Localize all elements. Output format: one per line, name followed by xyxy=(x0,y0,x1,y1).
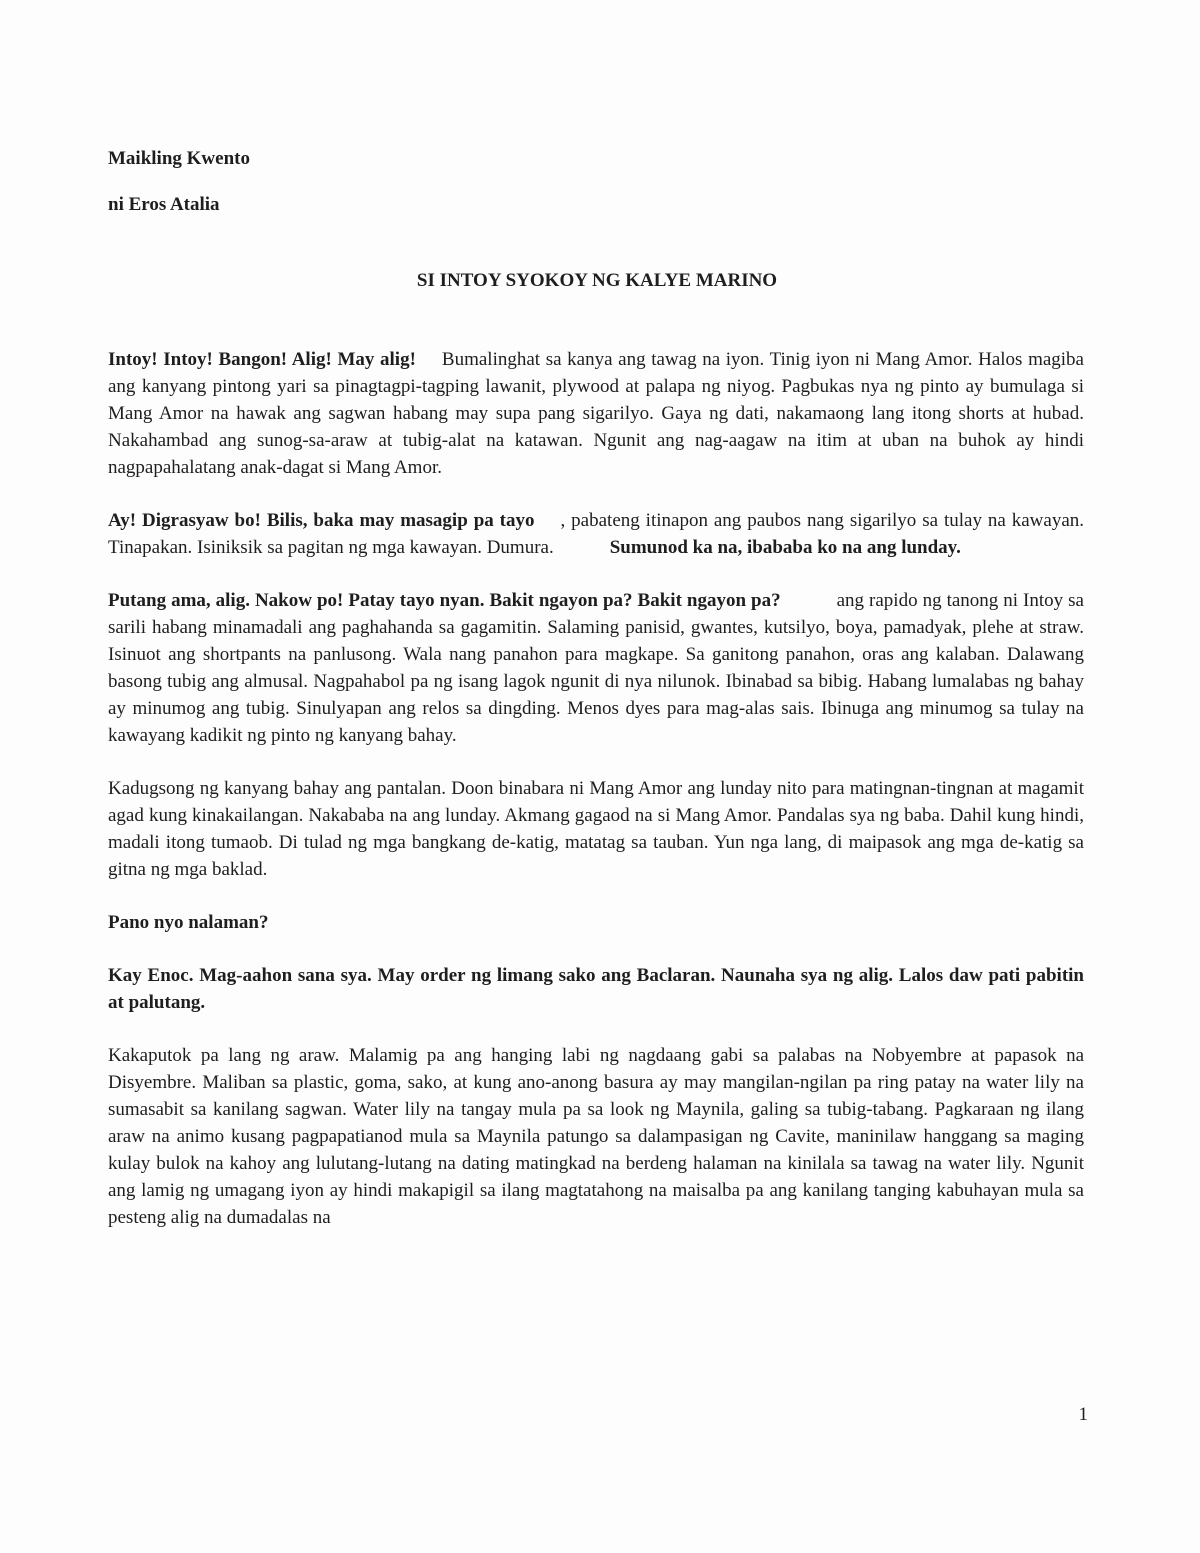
paragraph-4: Kadugsong ng kanyang bahay ang pantalan. Doon binabara ni Mang Amor ang lunday nito para matingnan-tingnan at magamit agad kung kinakailangan. Nakababa na ang lunday. Akmang gagaod na si Mang Amor. Pandalas sya ng baba. Dahil kung hindi, madali itong tumaob. Di tulad ng mga bangkang de-katig, matatag sa tauban. Yun nga lang, di maipasok ang mga de-katig sa gitna ng mga baklad. xyxy=(108,778,1084,880)
paragraph-5 xyxy=(108,909,1084,936)
paragraph-7: Kakaputok pa lang ng araw. Malamig pa ang hanging labi ng nagdaang gabi sa palabas na Nobyembre at papasok na Disyembre. Maliban sa plastic, goma, sako, at kung ano-anong basura ay may mangilan-ngilan pa ring patay na water lily na sumasabit sa kanilang sagwan. Water lily na tangay mula pa sa look ng Maynila, galing sa tubig-tabang. Pagkaraan ng ilang araw na animo kusang pagpapatianod mula sa Maynila patungo sa dalampasigan ng Cavite, maninilaw hanggang sa maging kulay bulok na kahoy ang lulutang-lutang na dating matingkad na berdeng halaman na kinilala sa tawag na water lily. Ngunit ang lamig ng umagang iyon ay hindi makapigil sa ilang magtatahong na maisalba pa ang kanilang tanging kabuhayan mula sa pesteng alig na dumadalas na xyxy=(108,1045,1084,1228)
paragraph-1 xyxy=(108,346,1084,481)
paragraph-3 xyxy=(108,587,1084,749)
story-title: SI INTOY SYOKOY NG KALYE MARINO xyxy=(416,270,778,291)
document-body xyxy=(108,146,1084,1257)
paragraph-6-dialogue: Kay Enoc. Mag-aahon sana sya. May order ng limang sako ang Baclaran. Naunaha sya ng alig. Lalos daw pati pabitin at palutang. xyxy=(108,965,1084,1013)
document-type: Maikling Kwento xyxy=(108,148,250,169)
paragraph-5-dialogue: Pano nyo nalaman? xyxy=(108,912,269,933)
paragraph-1-text: Bumalinghat sa kanya ang tawag na iyon. Tinig iyon ni Mang Amor. Halos magiba ang kanyang pintong yari sa pinagtagpi-tagping lawanit, plywood at palapa ng niyog. Pagbukas nya ng pinto ay bumulaga si Mang Amor na hawak ang sagwan habang may supa pang sigarilyo. Gaya ng dati, nakamaong lang itong shorts at hubad. Nakahambad ang sunog-sa-araw at tubig-alat na katawan. Ngunit ang nag-aagaw na itim at uban na buhok ay hindi nagpapahalatang anak-dagat si Mang Amor. xyxy=(108,349,1084,478)
paragraph-2-dialogue-end: Sumunod ka na, ibababa ko na ang lunday. xyxy=(609,537,961,558)
paragraph-2-text: , pabateng itinapon ang paubos nang sigarilyo sa tulay na kawayan. Tinapakan. Isiniksik sa pagitan ng mga kawayan. Dumura. xyxy=(108,510,1085,558)
paragraph-6 xyxy=(108,962,1084,1016)
page-number: 1 xyxy=(1078,1404,1088,1425)
author-line: ni Eros Atalia xyxy=(108,194,220,215)
paragraph-3-text: ang rapido ng tanong ni Intoy sa sarili habang minamadali ang paghahanda sa gagamitin. Salaming panisid, gwantes, kutsilyo, boya, pamadyak, plehe at straw. Isinuot ang shortpants na panlusong. Wala nang panahon para magkape. Sa ganitong panahon, oras ang kalaban. Dalawang basong tubig ang almusal. Nagpahabol pa ng isang lagok ngunit di nya nilunok. Ibinabad sa bibig. Habang lumalabas ng bahay ay minumog ang tubig. Sinulyapan ang relos sa dingding. Menos dyes para mag-alas sais. Ibinuga ang minumog sa tulay na kawayang kadikit ng pinto ng kanyang bahay. xyxy=(108,590,1084,746)
paragraph-2 xyxy=(108,507,1084,561)
paragraph-3-dialogue: Putang ama, alig. Nakow po! Patay tayo nyan. Bakit ngayon pa? Bakit ngayon pa? xyxy=(108,590,781,611)
paragraph-2-dialogue-start: Ay! Digrasyaw bo! Bilis, baka may masagip pa tayo xyxy=(108,510,535,531)
paragraph-1-dialogue: Intoy! Intoy! Bangon! Alig! May alig! xyxy=(108,349,416,370)
